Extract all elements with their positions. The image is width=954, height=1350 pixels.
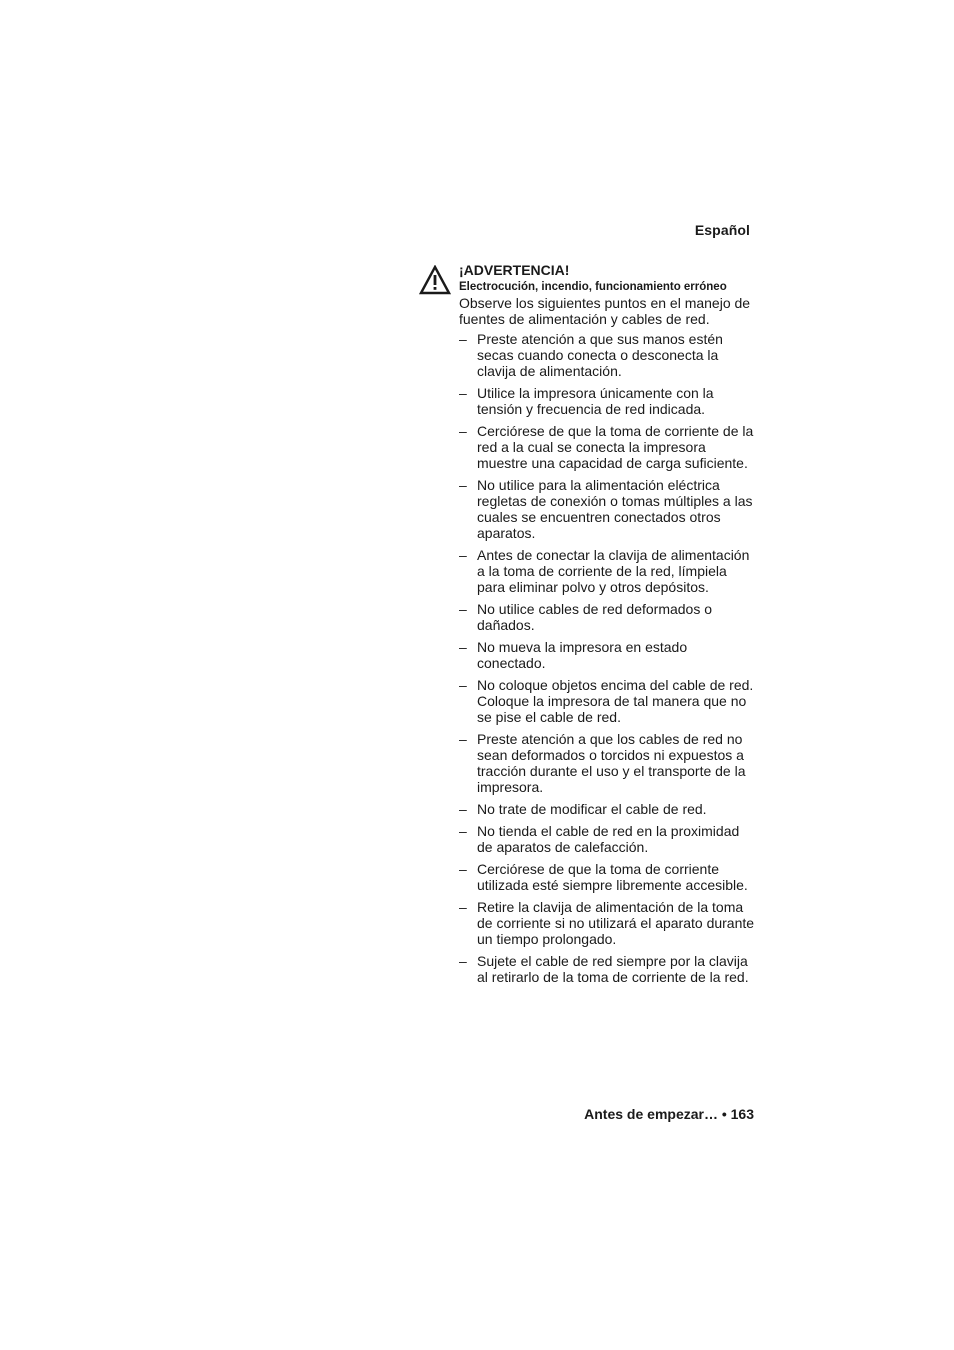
list-item <box>459 423 755 471</box>
warning-list <box>459 331 755 985</box>
list-item-text: Utilice la impresora únicamente con la tensión y frecuencia de red indicada. <box>477 385 714 417</box>
dash-bullet: – <box>459 423 467 439</box>
list-item-text: Cerciórese de que la toma de corriente utilizada esté siempre libremente accesible. <box>477 861 748 893</box>
dash-bullet: – <box>459 861 467 877</box>
dash-bullet: – <box>459 331 467 347</box>
dash-bullet: – <box>459 601 467 617</box>
dash-bullet: – <box>459 477 467 493</box>
list-item-text: Sujete el cable de red siempre por la clavija al retirarlo de la toma de corriente de la red. <box>477 953 749 985</box>
dash-bullet: – <box>459 547 467 563</box>
list-item-text: No utilice cables de red deformados o dañados. <box>477 601 713 633</box>
list-item-text: Preste atención a que sus manos estén secas cuando conecta o desconecta la clavija de alimentación. <box>477 331 723 379</box>
dash-bullet: – <box>459 801 467 817</box>
list-item <box>459 385 755 417</box>
list-item <box>459 823 755 855</box>
list-item <box>459 601 755 633</box>
dash-bullet: – <box>459 731 467 747</box>
dash-bullet: – <box>459 823 467 839</box>
list-item-text: No coloque objetos encima del cable de red. Coloque la impresora de tal manera que no se pise el cable de red. <box>477 677 754 725</box>
list-item-text: No utilice para la alimentación eléctrica regletas de conexión o tomas múltiples a las cuales se encuentren conectados otros aparatos. <box>477 477 753 541</box>
list-item-text: Preste atención a que los cables de red no sean deformados o torcidos ni expuestos a tracción durante el uso y el transporte de la impresora. <box>477 731 746 795</box>
list-item-text: Cerciórese de que la toma de corriente de la red a la cual se conecta la impresora muestre una capacidad de carga suficiente. <box>477 423 754 471</box>
page-footer: Antes de empezar… • 163 <box>584 1106 754 1122</box>
list-item <box>459 953 755 985</box>
dash-bullet: – <box>459 677 467 693</box>
list-item-text: No mueva la impresora en estado conectado. <box>477 639 688 671</box>
warning-intro: Observe los siguientes puntos en el manejo de fuentes de alimentación y cables de red. <box>459 295 751 327</box>
list-item-text: No trate de modificar el cable de red. <box>477 801 707 817</box>
list-item <box>459 801 755 817</box>
list-item <box>459 547 755 595</box>
warning-triangle-icon <box>419 265 451 295</box>
list-item <box>459 677 755 725</box>
list-item <box>459 331 755 379</box>
warning-subtitle: Electrocución, incendio, funcionamiento erróneo <box>459 281 727 293</box>
dash-bullet: – <box>459 953 467 969</box>
list-item-text: Antes de conectar la clavija de alimentación a la toma de corriente de la red, límpiela para eliminar polvo y otros depósitos. <box>477 547 750 595</box>
list-item-text: Retire la clavija de alimentación de la toma de corriente si no utilizará el aparato durante un tiempo prolongado. <box>477 899 755 947</box>
dash-bullet: – <box>459 385 467 401</box>
language-label: Español <box>694 222 750 238</box>
list-item <box>459 477 755 541</box>
list-item <box>459 861 755 893</box>
list-item-text: No tienda el cable de red en la proximidad de aparatos de calefacción. <box>477 823 740 855</box>
dash-bullet: – <box>459 899 467 915</box>
warning-title: ¡ADVERTENCIA! <box>459 262 570 278</box>
list-item <box>459 731 755 795</box>
dash-bullet: – <box>459 639 467 655</box>
warning-block <box>459 262 755 991</box>
list-item <box>459 639 755 671</box>
list-item <box>459 899 755 947</box>
